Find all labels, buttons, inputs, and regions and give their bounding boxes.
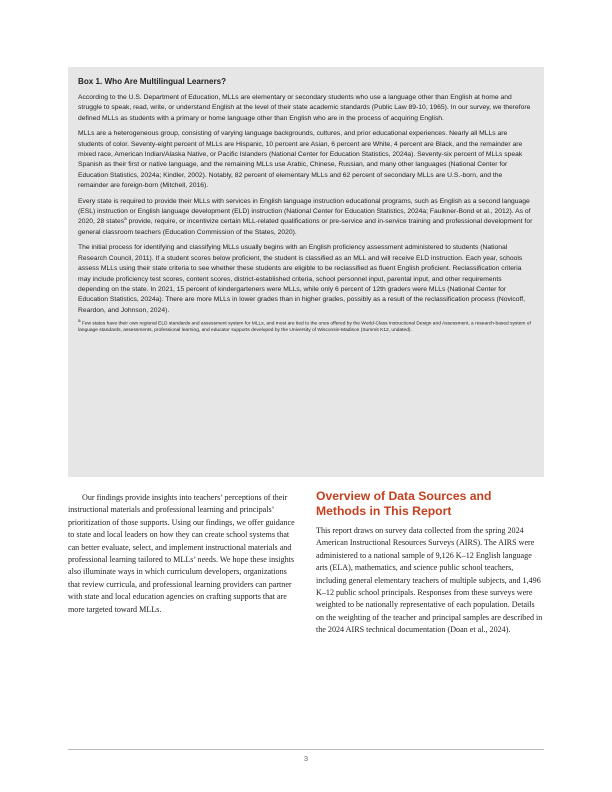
right-column-paragraph: This report draws on survey data collected from the spring 2024 American Instructional Resources Surveys (AIRS). The AIRS were administered to a national sample of 9,126 K–12 English language arts (ELA), mathematics, and science public school teachers, including general elementary teachers of multiple subjects, and 1,496 K–12 public school principals. Responses from these surveys were weighted to be nationally representative of each population. Details on the weighting of the teacher and principal samples are described in the 2024 AIRS technical documentation (Doan et al., 2024). (316, 526, 543, 635)
box-paragraph-classification: The initial process for identifying and classifying MLLs usually begins with an English proficiency assessment administered to students (National Research Council, 2011). If a student scores below proficient, the student is classified as an MLL and will receive ELD instruction. Each year, schools assess MLLs using their state criteria to see whether these students are eligible to be reclassified as fluent English proficient. Reclassification criteria may include proficiency test scores, content scores, district-established criteria, school personnel input, parental input, and other requirements depending on the state. In 2021, 15 percent of kindergarteners were MLLs, while only 6 percent of 12th graders were MLLs (National Center for Education Statistics, 2024a). There are more MLLs in lower grades than in higher grades, possibly as a result of the reclassification process (Novicoff, Reardon, and Johnson, 2024). (78, 244, 525, 314)
footnote-marker: a (78, 318, 81, 324)
footnote-text: Few states have their own regional ELD standards and assessment system for MLLs, and most are tied to the ones offered by the World-Class Instructional Design and Assessment, a research-based system of language standards, assessments, professional learning, and educator supports developed by the University of Wisconsin-Madison (Summit K12, undated). (78, 321, 531, 334)
page-number: 3 (303, 754, 309, 763)
footnote-reference: a (124, 216, 127, 222)
left-column-paragraph: Our findings provide insights into teachers’ perceptions of their instructional materials and professional learning and principals’ prioritization of those supports. Using our findings, we offer guidance to state and local leaders on how they can create school systems that can better evaluate, select, and implement instructional materials and professional learning tailored to MLLs’ needs. We hope these insights also illuminate ways in which curriculum developers, organizations that review curricula, and professional learning providers can partner with state and local education agencies on crafting supports that are more targeted toward MLLs. (68, 493, 295, 614)
box-title: Box 1. Who Are Multilingual Learners? (78, 77, 227, 86)
box-paragraph-definition: According to the U.S. Department of Education, MLLs are elementary or secondary students who use a language other than English at home and struggle to speak, read, write, or understand English at the level of their state academic standards (Public Law 89-10, 1965). In our survey, we therefore defined MLLs as students with a primary or home language other than English who are in the process of acquiring English. (78, 94, 531, 122)
box-paragraph-services (78, 197, 534, 239)
box-paragraph-demographics: MLLs are a heterogeneous group, consisting of varying language backgrounds, cultures, and prior educational experiences. Nearly all MLLs are students of color. Seventy-eight percent of MLLs are Hispanic, 10 percent are Asian, 6 percent are White, 4 percent are Black, and the remainder are mixed race, American Indian/Alaska Native, or Pacific Islanders (National Center for Education Statistics, 2024a). Seventy-six percent of MLLs speak Spanish as their first or native language, and the remaining MLLs use Arabic, Chinese, Russian, and many other languages (National Center for Education Statistics, 2024a; Kindler, 2002). Notably, 82 percent of elementary MLLs and 62 percent of secondary MLLs are U.S.-born, and the remainder are foreign-born (Mitchell, 2016). (78, 130, 523, 190)
left-column (68, 492, 296, 616)
box-paragraph-services-start: Every state is required to provide their MLLs with services in English language instruction educational programs, such as English as a second language (ESL) instruction or English language development (ELD) instruction (National Center for Education Statistics, 2024a; Faulkner-Bond et al., 2012). As of 2020, 28 states (78, 197, 531, 226)
box-footnote (78, 318, 534, 335)
box-paragraph-services-end: provide, require, or incentivize certain MLL-related qualifications or pre-service and in-service training and professional development for general classroom teachers (Education Commission of the States, 2020). (78, 218, 533, 236)
right-column (316, 489, 544, 637)
sidebar-box (68, 67, 544, 477)
footer-rule (68, 749, 544, 750)
section-heading: Overview of Data Sources and Methods in This Report (316, 489, 492, 518)
